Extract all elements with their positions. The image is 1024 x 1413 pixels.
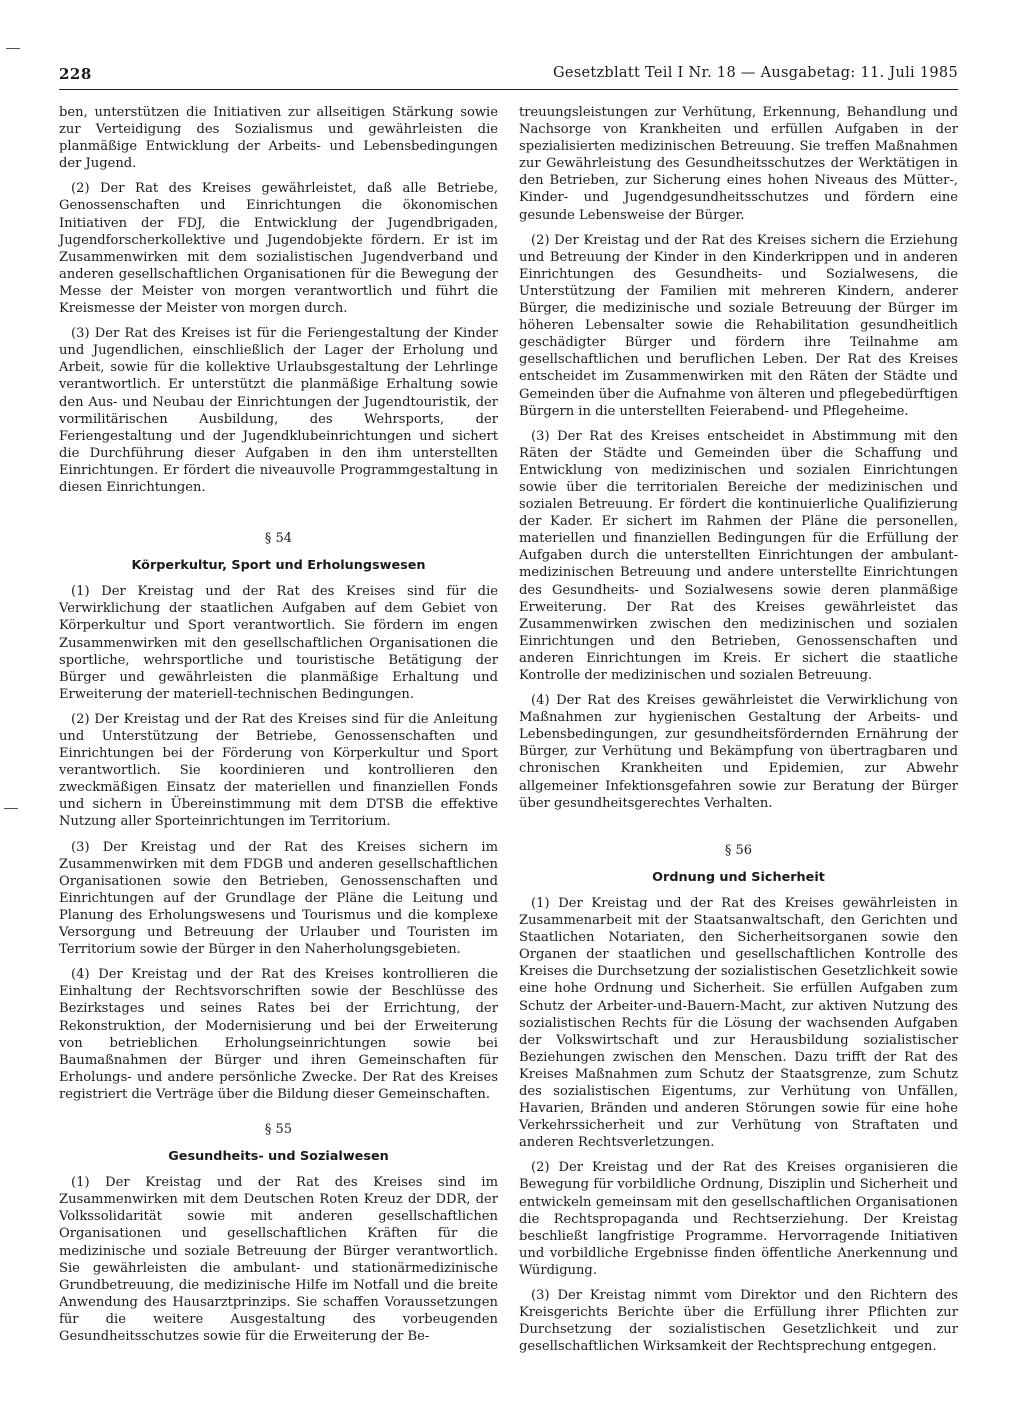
paragraph: (2) Der Rat des Kreises gewährleistet, daß alle Betriebe, Genossenschaften und Einrichtungen die ökonomischen Initiativen der FDJ, die Entwicklung der Jugendbrigaden, Jugendforscherkollektive und Jugendobjekte fördern. Er ist im Zusammenwirken mit dem sozialistischen Jugendverband und anderen gesellschaftlichen Organisationen für die Bewegung der Messe der Meister von morgen verantwortlich und führt die Kreismesse der Meister von morgen durch.: [59, 181, 498, 317]
page-header: [59, 63, 958, 90]
section-number: § 55: [264, 1121, 293, 1137]
paragraph: (3) Der Rat des Kreises ist für die Feriengestaltung der Kinder und Jugendlichen, einschließlich der Lager der Erholung und Arbeit, sowie für die kollektive Urlaubsgestaltung der Lehrlinge verantwortlich. Er unterstützt die planmäßige Erhaltung sowie den Aus- und Neubau der Einrichtungen der Jugendtouristik, der vormilitärischen Ausbildung, des Wehrsports, der Feriengestaltung und der Jugendklubeinrichtungen und sichert die Durchführung dieser Aufgaben in den ihm unterstellten Einrichtungen. Er fördert die niveauvolle Programmgestaltung in diesen Einrichtungen.: [59, 326, 498, 495]
paragraph: (2) Der Kreistag und der Rat des Kreises sind für die Anleitung und Unterstützung der Betriebe, Genossenschaften und Einrichtungen bei der Förderung von Körperkultur und Sport verantwortlich. Sie koordinieren und kontrollieren den zweckmäßigen Einsatz der materiellen und finanziellen Fonds und sichern in Übereinstimmung mit dem DTSB die effektive Nutzung aller Sporteinrichtungen im Territorium.: [59, 711, 498, 830]
margin-mark: [4, 808, 18, 809]
paragraph: (3) Der Kreistag nimmt vom Direktor und den Richtern des Kreisgerichts Berichte über die Erfüllung ihrer Pflichten zur Durchsetzung der sozialistischen Gesetzlichkeit und zur gesellschaftlichen Wirksamkeit der Rechtsprechung entgegen.: [519, 1288, 958, 1355]
section-title: Körperkultur, Sport und Erholungswesen: [131, 558, 426, 574]
page-number: 228: [59, 65, 92, 83]
margin-mark: [6, 48, 20, 49]
paragraph: (1) Der Kreistag und der Rat des Kreises sind für die Verwirklichung der staatlichen Aufgaben auf dem Gebiet von Körperkultur und Sport verantwortlich. Sie fördern im engen Zusammenwirken mit den gesellschaftlichen Organisationen die sportliche, wehrsportliche und touristische Betätigung der Bürger und gewährleisten die planmäßige Erhaltung und Erweiterung der materiell-technischen Bedingungen.: [59, 584, 498, 702]
section-number: § 54: [264, 531, 293, 547]
paragraph: (4) Der Kreistag und der Rat des Kreises kontrollieren die Einhaltung der Rechtsvorschriften sowie der Beschlüsse des Bezirkstages und seines Rates bei der Errichtung, der Rekonstruktion, der Modernisierung und bei der Erweiterung von betrieblichen Erholungseinrichtungen sowie bei Baumaßnahmen der Bürger und ihren Gemeinschaften für Erholungs- und andere persönliche Zwecke. Der Rat des Kreises registriert die Verträge über die Bildung dieser Gemeinschaften.: [59, 967, 498, 1102]
paragraph: (3) Der Rat des Kreises entscheidet in Abstimmung mit den Räten der Städte und Gemeinden über die Schaffung und Entwicklung von medizinischen und sozialen Einrichtungen sowie über die territorialen Bereiche der medizinischen und sozialen Betreuung. Er fördert die kontinuierliche Qualifizierung der Kader. Er sichert im Rahmen der Pläne die personellen, materiellen und finanziellen Bedingungen für die Erfüllung der Aufgaben durch die unterstellten Einrichtungen der ambulant-medizinischen Betreuung und andere unterstellte Einrichtungen des Gesundheits- und Sozialwesens sowie deren planmäßige Erweiterung. Der Rat des Kreises gewährleistet das Zusammenwirken zwischen den medizinischen und sozialen Einrichtungen und den Betrieben, Genossenschaften und anderen Einrichtungen im Kreis. Er sichert die staatliche Kontrolle der medizinischen und sozialen Betreuung.: [519, 428, 958, 683]
paragraph: (3) Der Kreistag und der Rat des Kreises sichern im Zusammenwirken mit dem FDGB und anderen gesellschaftlichen Organisationen sowie den Betrieben, Genossenschaften und Einrichtungen auf der Grundlage der Pläne die Leitung und Planung des Erholungswesens und Tourismus und die komplexe Versorgung und Betreuung der Urlauber und Touristen im Territorium sowie der Bürger in den Naherholungsgebieten.: [59, 839, 498, 958]
right-column: [519, 104, 958, 1363]
paragraph: (2) Der Kreistag und der Rat des Kreises sichern die Erziehung und Betreuung der Kinder in den Kinderkrippen und in anderen Einrichtungen des Gesundheits- und Sozialwesens, die Unterstützung der Familien mit mehreren Kindern, anderer Bürger, die medizinische und soziale Betreuung der Bürger im höheren Lebensalter sowie die Rehabilitation gesundheitlich geschädigter Bürger und fördern ihre Teilnahme am gesellschaftlichen und beruflichen Leben. Der Rat des Kreises entscheidet im Zusammenwirken mit den Räten der Städte und Gemeinden über die Aufnahme von älteren und pflegebedürftigen Bürgern in die unterstellten Feierabend- und Pflegeheime.: [519, 232, 958, 419]
paragraph: (1) Der Kreistag und der Rat des Kreises gewährleisten in Zusammenarbeit mit der Staatsanwaltschaft, den Gerichten und Staatlichen Notariaten, den Sicherheitsorganen sowie den Organen der staatlichen und gesellschaftlichen Kontrolle des Kreises die Durchsetzung der sozialistischen Gesetzlichkeit sowie eine hohe Ordnung und Sicherheit. Sie erfüllen Aufgaben zum Schutz der Arbeiter-und-Bauern-Macht, zur aktiven Nutzung des sozialistischen Rechts für die Lösung der wachsenden Aufgaben der Volkswirtschaft und zur Herausbildung sozialistischer Beziehungen zwischen den Menschen. Dazu trifft der Rat des Kreises Maßnahmen zum Schutz der Staatsgrenze, zum Schutz des sozialistischen Eigentums, zur Verhütung von Unfällen, Havarien, Bränden und anderen Störungen sowie für eine hohe Verkehrssicherheit und zur Verhütung von Straftaten und anderen Rechtsverletzungen.: [519, 895, 958, 1151]
left-column: [59, 104, 498, 1353]
paragraph: (4) Der Rat des Kreises gewährleistet die Verwirklichung von Maßnahmen zur hygienischen Gestaltung der Arbeits- und Lebensbedingungen, zur gesundheitsfördernden Ernährung der Bürger, zur Verhütung und Bekämpfung von übertragbaren und chronischen Krankheiten und Epidemien, zur Abwehr allgemeiner Infektionsgefahren sowie zur Beratung der Bürger über gesundheitsgerechtes Verhalten.: [519, 693, 958, 811]
section-number: § 56: [724, 842, 753, 858]
paragraph: ben, unterstützen die Initiativen zur allseitigen Stärkung sowie zur Verteidigung des Sozialismus und gewährleisten die planmäßige Entwicklung der Arbeits- und Lebensbedingungen der Jugend.: [59, 105, 498, 172]
section-title: Ordnung und Sicherheit: [652, 869, 825, 885]
paragraph: treuungsleistungen zur Verhütung, Erkennung, Behandlung und Nachsorge von Krankheiten und erfüllen Aufgaben in der spezialisierten medizinischen Betreuung. Sie treffen Maßnahmen zur Gewährleistung des Gesundheitsschutzes der Werktätigen in den Betrieben, zur Sicherung eines hohen Niveaus des Mütter-, Kinder- und Jugendgesundheitsschutzes und fördern eine gesunde Lebensweise der Bürger.: [519, 105, 958, 223]
paragraph: (1) Der Kreistag und der Rat des Kreises sind im Zusammenwirken mit dem Deutschen Roten Kreuz der DDR, der Volkssolidarität sowie mit anderen gesellschaftlichen Organisationen und gesellschaftlichen Kräften für die medizinische und soziale Betreuung der Bürger verantwortlich. Sie gewährleisten die ambulant- und stationärmedizinische Grundbetreuung, die medizinische Hilfe im Notfall und die breite Anwendung des Hausarztprinzips. Sie schaffen Voraussetzungen für die weitere Ausgestaltung des vorbeugenden Gesundheitsschutzes sowie für die Erweiterung der Be-: [59, 1175, 498, 1344]
running-title: Gesetzblatt Teil I Nr. 18 — Ausgabetag: 11. Juli 1985: [552, 65, 958, 81]
paragraph: (2) Der Kreistag und der Rat des Kreises organisieren die Bewegung für vorbildliche Ordnung, Disziplin und Sicherheit und entwickeln gemeinsam mit den gesellschaftlichen Organisationen die Rechtspropaganda und Rechtserziehung. Der Kreistag beschließt langfristige Programme. Hervorragende Initiativen und vorbildliche Ergebnisse finden öffentliche Anerkennung und Würdigung.: [519, 1160, 958, 1278]
section-title: Gesundheits- und Sozialwesen: [168, 1149, 389, 1165]
